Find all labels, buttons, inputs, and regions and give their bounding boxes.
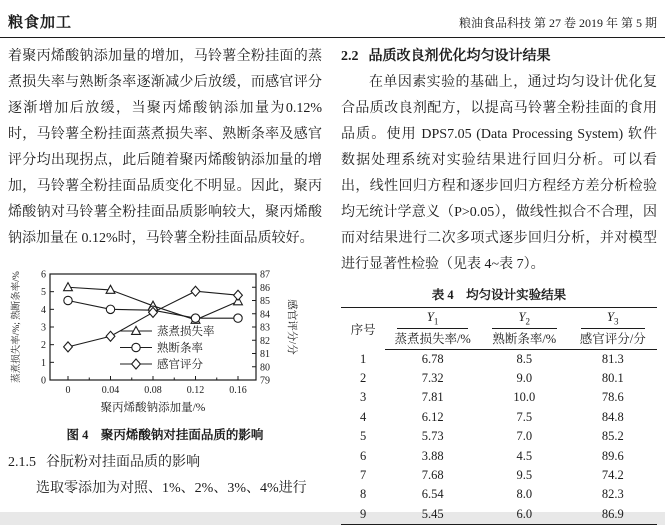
table-cell: 7.0: [516, 429, 533, 444]
table-row: [341, 427, 657, 446]
table-row: [341, 369, 657, 388]
svg-text:79: 79: [260, 375, 270, 387]
table-cell: 5.45: [421, 506, 444, 521]
table-cell: 80.1: [601, 371, 624, 386]
col-header-symbol: $Y_2$: [480, 308, 568, 329]
table-cell: 7.32: [421, 371, 444, 386]
table-row: [341, 485, 657, 504]
table-cell: 7.5: [516, 409, 533, 424]
svg-text:聚丙烯酸钠添加量/%: 聚丙烯酸钠添加量/%: [100, 402, 206, 414]
left-column: [8, 44, 322, 525]
col-header-label: 蒸煮损失率/%: [385, 329, 480, 350]
svg-text:85: 85: [260, 296, 270, 307]
svg-text:1: 1: [41, 357, 46, 369]
table-cell: 6.12: [421, 409, 444, 424]
table-header-symbols: [341, 308, 657, 329]
table-row: [341, 388, 657, 407]
table-cell: 9.0: [516, 371, 533, 386]
col-header-symbol: $Y_1$: [385, 308, 480, 329]
table-row: [341, 505, 657, 524]
section-title: 谷朊粉对挂面品质的影响: [46, 455, 200, 470]
col-header-label: 感官评分/分: [569, 329, 658, 350]
svg-text:86: 86: [260, 282, 270, 294]
col-header-symbol: $Y_3$: [569, 308, 658, 329]
table-cell: 6.78: [421, 351, 444, 366]
svg-text:0.12: 0.12: [186, 385, 205, 396]
table-cell: 82.3: [601, 487, 624, 502]
table-cell: 8.5: [516, 351, 533, 366]
table-row: [341, 408, 657, 427]
svg-text:0.16: 0.16: [229, 385, 247, 396]
table-cell: 85.2: [601, 429, 624, 444]
table-cell: 6: [359, 448, 367, 463]
table-row: [341, 466, 657, 485]
col-header-label: 熟断条率/%: [480, 329, 568, 350]
table-row: [341, 446, 657, 465]
two-column-body: [0, 38, 665, 525]
svg-text:5: 5: [41, 287, 46, 299]
line-chart: [8, 258, 326, 422]
table-cell: 7.68: [421, 468, 444, 483]
page-header: [0, 0, 665, 38]
table-cell: 78.6: [601, 390, 624, 405]
svg-text:感官评分: 感官评分: [157, 359, 203, 371]
table-row: [341, 350, 657, 369]
section-heading-2-1-5: [8, 450, 322, 476]
svg-text:4: 4: [41, 304, 46, 316]
table-caption: 表 4 均匀设计实验结果: [431, 288, 567, 302]
table-cell: 5.73: [421, 429, 444, 444]
figure-caption: 图 4 聚丙烯酸钠对挂面品质的影响: [66, 428, 264, 442]
table-cell: 1: [359, 351, 367, 366]
svg-text:6: 6: [41, 269, 46, 281]
svg-text:0.04: 0.04: [101, 385, 120, 396]
svg-text:83: 83: [260, 322, 270, 334]
svg-text:82: 82: [260, 335, 270, 347]
svg-text:0: 0: [65, 385, 71, 396]
table-cell: 8.0: [516, 487, 533, 502]
table-body: [341, 350, 657, 525]
uniform-design-table: [341, 307, 657, 525]
table-cell: 89.6: [601, 448, 624, 463]
svg-text:80: 80: [260, 362, 270, 374]
table-header-labels: [341, 329, 657, 350]
table-cell: 2: [359, 371, 367, 386]
table-cell: 10.0: [513, 390, 536, 405]
svg-text:蒸煮损失率: 蒸煮损失率: [157, 326, 215, 338]
table-cell: 74.2: [601, 468, 624, 483]
table-cell: 81.3: [601, 351, 624, 366]
col-header-serial: 序号: [350, 322, 376, 337]
svg-text:2: 2: [41, 340, 46, 352]
svg-text:3: 3: [41, 322, 46, 334]
table-cell: 4: [359, 409, 367, 424]
table-cell: 84.8: [601, 409, 624, 424]
table-cell: 5: [359, 429, 367, 444]
journal-citation: 粮油食品科技 第 27 卷 2019 年 第 5 期: [458, 16, 657, 30]
body-paragraph: 着聚丙烯酸钠添加量的增加，马铃薯全粉挂面的蒸煮损失率与熟断条率逐渐减少后放缓，而感官评分逐渐增加后放缓，当聚丙烯酸钠添加量为0.12%时，马铃薯全粉挂面蒸煮损失率、熟断条率及感官评分均出现拐点，此后随着聚丙烯酸钠添加量的增加，马铃薯全粉挂面品质变化不明显。因此，聚丙烯酸钠对马铃薯全粉挂面品质影响较大，聚丙烯酸钠添加量在 0.12%时，马铃薯全粉挂面品质较好。: [8, 49, 322, 246]
section-number: 2.2: [341, 49, 359, 64]
table-cell: 9: [359, 506, 367, 521]
svg-text:0.08: 0.08: [144, 385, 162, 396]
body-paragraph: 在单因素实验的基础上，通过均匀设计优化复合品质改良剂配方，以提高马铃薯全粉挂面的食用品质。使用 DPS7.05 (Data Processing System) 软件数据处理系统对实验结果进行回归分析。可以看出，线性回归方程和逐步回归方程经方差分析检验均无统计学意义（P>0.05），做线性拟合不合理，因而对结果进行二次多项式逐步回归分析，并对模型进行显著性检验（见表 4~表 7）。: [341, 75, 657, 272]
svg-text:81: 81: [260, 349, 270, 360]
section-heading-2-2: [341, 44, 657, 70]
table-cell: 7: [359, 468, 367, 483]
svg-text:感官评分/分: 感官评分/分: [286, 299, 297, 355]
journal-section-label: 粮食加工: [8, 15, 73, 31]
right-column: [341, 44, 657, 525]
table-cell: 8: [359, 487, 367, 502]
table-cell: 86.9: [601, 506, 624, 521]
table-cell: 6.0: [516, 506, 533, 521]
svg-text:0: 0: [41, 375, 46, 387]
table-cell: 3: [359, 390, 367, 405]
table-cell: 6.54: [421, 487, 444, 502]
section-title: 品质改良剂优化均匀设计结果: [368, 49, 551, 64]
svg-text:蒸煮损失率/%; 熟断条率/%: 蒸煮损失率/%; 熟断条率/%: [12, 271, 22, 383]
figure-4: [8, 258, 322, 443]
section-number: 2.1.5: [8, 455, 36, 470]
body-paragraph-2: 选取零添加为对照、1%、2%、3%、4%进行: [36, 481, 307, 496]
table-cell: 3.88: [421, 448, 444, 463]
svg-text:84: 84: [260, 309, 270, 321]
svg-text:87: 87: [260, 269, 270, 281]
svg-text:熟断条率: 熟断条率: [157, 342, 203, 355]
table-cell: 9.5: [516, 468, 533, 483]
table-cell: 4.5: [516, 448, 533, 463]
table-cell: 7.81: [421, 390, 444, 405]
